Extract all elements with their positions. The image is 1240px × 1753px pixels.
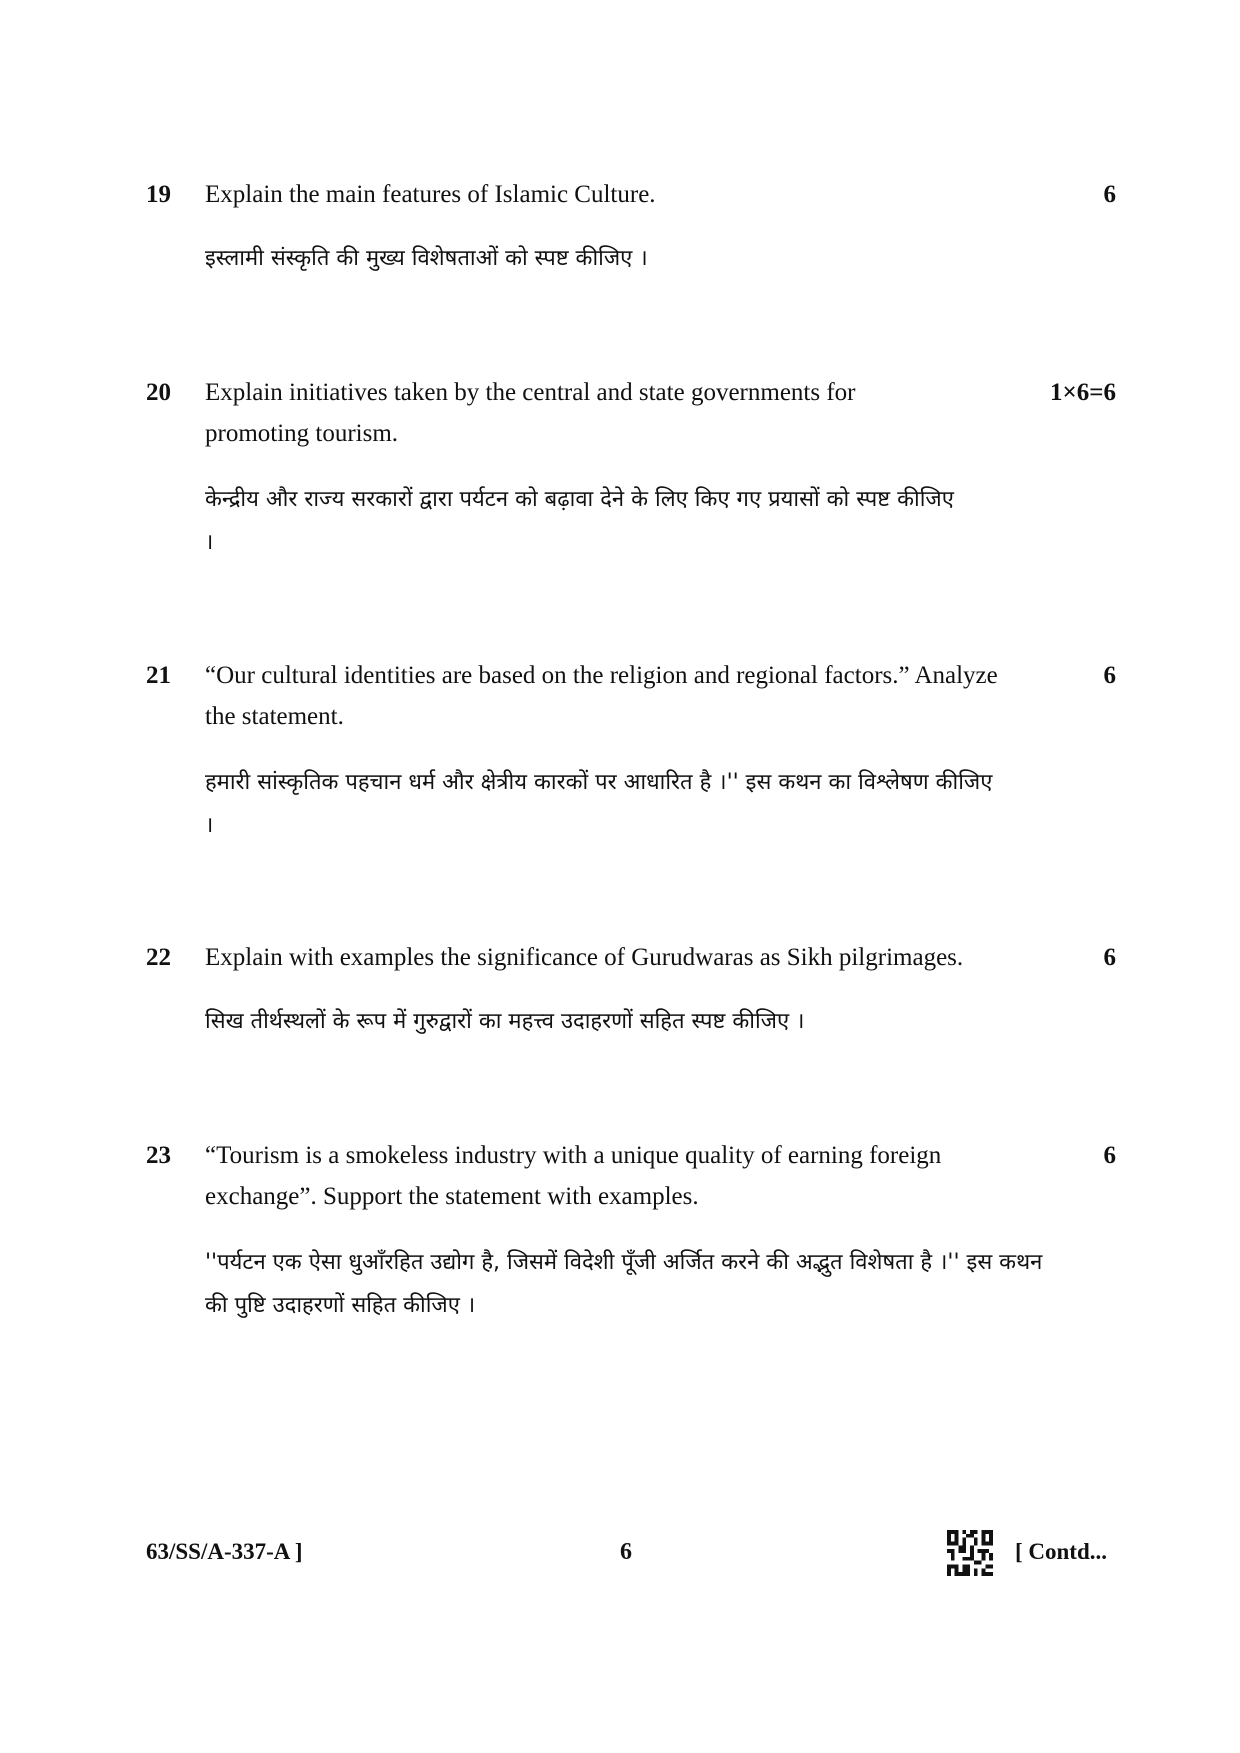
paper-code: 63/SS/A-337-A ] xyxy=(146,1539,303,1564)
question-text-english: “Our cultural identities are based on the religion and regional factors.” Analyze the statement. xyxy=(205,662,998,730)
question-marks: 6 xyxy=(1103,662,1116,689)
question-marks: 6 xyxy=(1103,944,1116,971)
question-number: 22 xyxy=(146,944,171,971)
question-text-english: Explain initiatives taken by the central and state governments for promoting tourism. xyxy=(205,379,856,447)
continued-label: [ Contd... xyxy=(1015,1539,1108,1564)
qr-code-icon xyxy=(947,1530,993,1576)
question-number: 20 xyxy=(146,379,171,406)
question-text-hindi: केन्द्रीय और राज्य सरकारों द्वारा पर्यटन को बढ़ावा देने के लिए किए गए प्रयासों को स्पष्ट कीजिए । xyxy=(205,487,954,555)
question-number: 21 xyxy=(146,662,171,689)
page-footer xyxy=(0,1530,1240,1574)
question-text-english: Explain the main features of Islamic Culture. xyxy=(205,181,656,208)
question-text-english: “Tourism is a smokeless industry with a unique quality of earning foreign exchange”. Support the statement with examples. xyxy=(205,1142,942,1210)
question-text-hindi: सिख तीर्थस्थलों के रूप में गुरुद्वारों का महत्त्व उदाहरणों सहित स्पष्ट कीजिए । xyxy=(205,1009,805,1034)
page-number: 6 xyxy=(620,1539,632,1565)
question-text-english: Explain with examples the significance of Gurudwaras as Sikh pilgrimages. xyxy=(205,944,964,971)
question-text-hindi: इस्लामी संस्कृति की मुख्य विशेषताओं को स्पष्ट कीजिए । xyxy=(205,246,648,271)
question-marks: 1×6=6 xyxy=(1050,379,1116,406)
question-number: 19 xyxy=(146,181,171,208)
question-marks: 6 xyxy=(1103,1142,1116,1169)
question-text-hindi: हमारी सांस्कृतिक पहचान धर्म और क्षेत्रीय कारकों पर आधारित है ।'' इस कथन का विश्लेषण कीजिए । xyxy=(205,770,993,838)
question-marks: 6 xyxy=(1103,181,1116,208)
question-number: 23 xyxy=(146,1142,171,1169)
question-text-hindi: ''पर्यटन एक ऐसा धुआँरहित उद्योग है, जिसमें विदेशी पूँजी अर्जित करने की अद्भुत विशेषता है ।'' इस कथन की पुष्टि उदाहरणों सहित कीजिए । xyxy=(205,1250,1043,1318)
